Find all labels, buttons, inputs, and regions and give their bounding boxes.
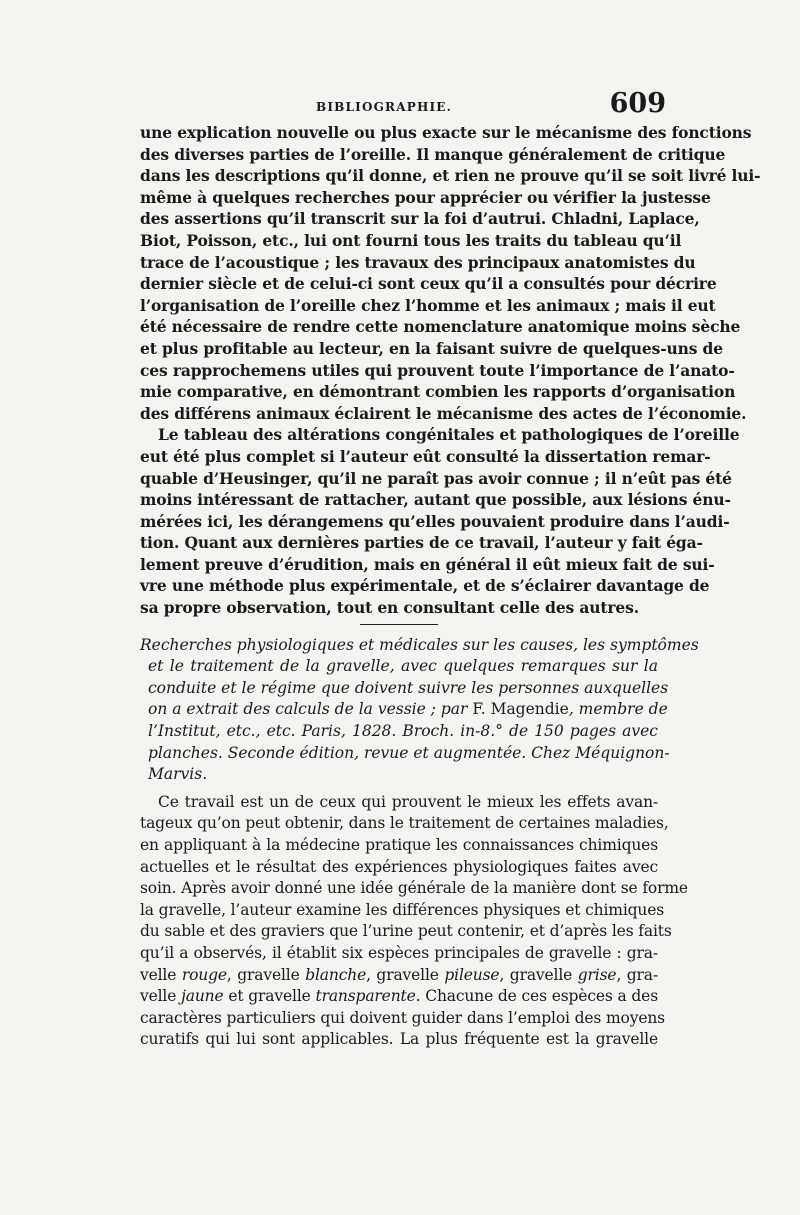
review-paragraph-1 — [140, 122, 761, 424]
text-line: la gravelle, l’auteur examine les différences physiques et chimiques — [140, 900, 665, 919]
text-line: Ce travail est un de ceux qui prouvent le mieux les effets avan- — [158, 792, 658, 811]
text-line: en appliquant à la médecine pratique les connaissances chimiques — [140, 836, 658, 854]
text-line: tageux qu’on peut obtenir, dans le traitement de certaines maladies, — [140, 814, 669, 833]
text-line: actuelles et le résultat des expériences physiologiques faites avec — [140, 857, 658, 876]
text-line: mérées ici, les dérangemens qu’elles pouvaient produire dans l’audi- — [140, 511, 730, 531]
italic-term: jaune — [181, 987, 224, 1006]
text: , gravelle — [499, 965, 578, 984]
citation-line: Recherches physiologiques et médicales sur les causes, les symptômes — [140, 635, 699, 654]
text-line: une explication nouvelle ou plus exacte sur le mécanisme des fonctions — [140, 123, 752, 142]
text: et gravelle — [223, 987, 316, 1006]
review-paragraph-3 — [140, 792, 688, 1051]
text-line: curatifs qui lui sont applicables. La plus fréquente est la gravelle — [140, 1030, 658, 1049]
text-line: lement preuve d’érudition, mais en général il eût mieux fait de sui- — [140, 554, 715, 574]
italic-term: grise — [577, 965, 617, 984]
citation-line: planches. Seconde édition, revue et augmentée. Chez Méquignon- — [148, 743, 670, 762]
text-line: quable d’Heusinger, qu’il ne paraît pas avoir connue ; il n’eût pas été — [140, 468, 732, 488]
text-line: soin. Après avoir donné une idée générale de la manière dont se forme — [140, 879, 688, 898]
text-line: et plus profitable au lecteur, en la faisant suivre de quelques-uns de — [140, 338, 723, 358]
text-line — [140, 965, 658, 987]
text-line: sa propre observation, tout en consultant celle des autres. — [140, 598, 639, 618]
text-line: Biot, Poisson, etc., lui ont fourni tous les traits du tableau qu’il — [140, 230, 682, 250]
citation-text: , membre de — [568, 700, 668, 719]
text-line: même à quelques recherches pour apprécier ou vérifier la justesse — [140, 187, 711, 207]
text-line: dernier siècle et de celui-ci sont ceux qu’il a consultés pour décrire — [140, 274, 717, 294]
text-line: dans les descriptions qu’il donne, et rien ne prouve qu’il se soit livré lui- — [140, 166, 761, 186]
text: , gravelle — [226, 965, 306, 984]
citation-line: conduite et le régime que doivent suivre les personnes auxquelles — [148, 678, 669, 697]
text-line: du sable et des graviers que l’urine peut contenir, et d’après les faits — [140, 922, 672, 941]
text-line: trace de l’acoustique ; les travaux des principaux anatomistes du — [140, 252, 696, 272]
citation-line: Marvis. — [148, 765, 208, 784]
text-line: des diverses parties de l’oreille. Il manque généralement de critique — [140, 144, 726, 164]
bibliographic-citation — [140, 635, 699, 786]
text-line: Le tableau des altérations congénitales et pathologiques de l’oreille — [158, 425, 740, 445]
text-line: qu’il a observés, il établit six espèces principales de gravelle : gra- — [140, 943, 658, 962]
citation-text: on a extrait des calculs de la vessie ; par — [148, 700, 473, 719]
italic-term: pileuse — [444, 965, 500, 984]
italic-term: blanche — [305, 965, 367, 984]
text-line: caractères particuliers qui doivent guider dans l’emploi des moyens — [140, 1008, 665, 1027]
text-line: ces rapprochemens utiles qui prouvent toute l’importance de l’anato- — [140, 360, 735, 380]
text-line: des différens animaux éclairent le mécanisme des actes de l’économie. — [140, 403, 747, 423]
running-head: BIBLIOGRAPHIE. — [316, 100, 453, 114]
page-header — [140, 88, 666, 122]
review-paragraph-2 — [140, 424, 740, 618]
text: , gra- — [616, 965, 658, 984]
text-line: été nécessaire de rendre cette nomenclature anatomique moins sèche — [140, 317, 741, 337]
citation-author: F. Magendie — [472, 700, 569, 719]
text-line: tion. Quant aux dernières parties de ce travail, l’auteur y fait éga- — [140, 533, 703, 553]
text-line: mie comparative, en démontrant combien les rapports d’organisation — [140, 382, 736, 402]
citation-line: et le traitement de la gravelle, avec quelques remarques sur la — [148, 657, 658, 676]
text: velle — [140, 965, 182, 984]
text-line: des assertions qu’il transcrit sur la foi d’autrui. Chladni, Laplace, — [140, 209, 700, 229]
text-line — [140, 986, 658, 1008]
section-divider — [360, 624, 438, 625]
text-line: moins intéressant de rattacher, autant que possible, aux lésions énu- — [140, 490, 731, 510]
citation-line: l’Institut, etc., etc. Paris, 1828. Broch. in-8.° de 150 pages avec — [148, 722, 658, 741]
citation-line — [140, 699, 668, 721]
text-line: vre une méthode plus expérimentale, et de s’éclairer davantage de — [140, 576, 710, 596]
text: . Chacune de ces espèces a des — [415, 987, 658, 1006]
text-line: l’organisation de l’oreille chez l’homme et les animaux ; mais il eut — [140, 295, 716, 315]
page-body — [140, 122, 761, 1051]
text-line: eut été plus complet si l’auteur eût consulté la dissertation remar- — [140, 446, 711, 466]
italic-term: transparente — [315, 987, 416, 1006]
text: velle — [140, 987, 182, 1006]
page-number: 609 — [609, 88, 666, 119]
text: , gravelle — [366, 965, 445, 984]
italic-term: rouge — [181, 965, 227, 984]
